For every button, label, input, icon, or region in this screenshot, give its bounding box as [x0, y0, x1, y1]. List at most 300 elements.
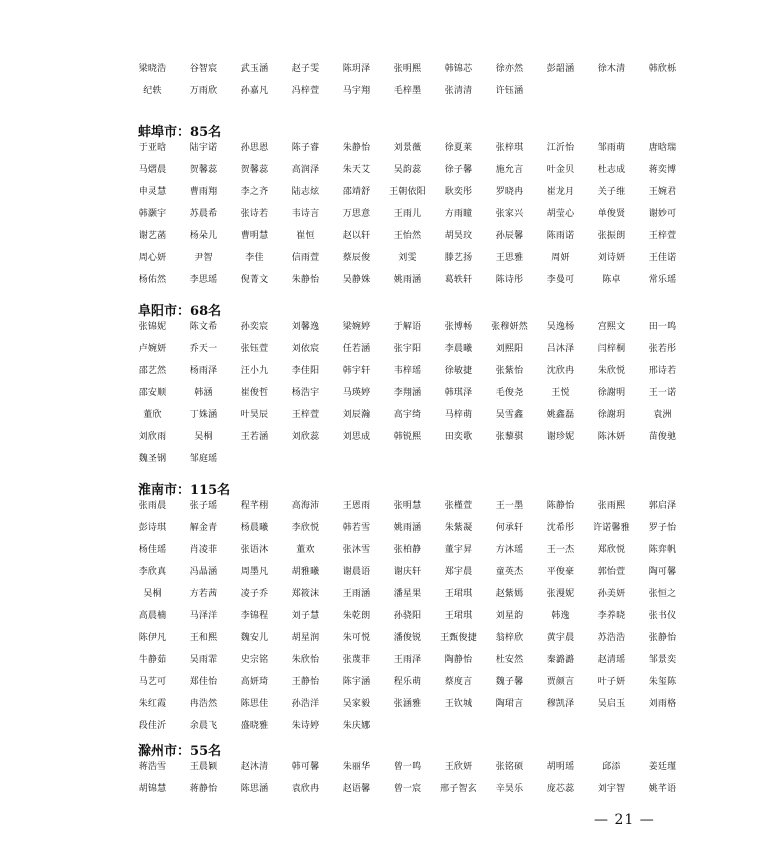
name-cell: 曹雨翔	[189, 186, 218, 197]
name-row	[127, 625, 677, 647]
name-cell: 朱庆娜	[342, 720, 371, 731]
name-cell: 张藜骐	[495, 431, 524, 442]
name-cell: 刘景薇	[393, 142, 422, 153]
name-row	[127, 179, 677, 201]
name-cell: 张涵雅	[393, 698, 422, 709]
name-cell: 张穆妍然	[491, 321, 528, 332]
name-cell: 吴桐	[194, 431, 213, 442]
name-row	[127, 223, 677, 245]
name-cell: 毛俊尧	[495, 387, 524, 398]
name-cell: 陆志炫	[291, 186, 320, 197]
name-cell: 张沐雪	[342, 544, 371, 555]
name-cell: 胡昊玟	[444, 230, 473, 241]
name-cell: 胡雅曦	[291, 566, 320, 577]
name-cell: 平俊豪	[546, 566, 575, 577]
name-cell: 潘星果	[393, 588, 422, 599]
name-cell: 邱添	[602, 761, 621, 772]
name-cell: 张紫怡	[495, 365, 524, 376]
name-cell: 魏安儿	[240, 632, 269, 643]
name-row	[127, 559, 677, 581]
name-cell: 马熠晨	[138, 164, 167, 175]
name-cell: 高妍琦	[240, 676, 269, 687]
name-cell: 朱乾朗	[342, 610, 371, 621]
section-heading: 阜阳市：68名	[138, 304, 222, 319]
name-cell: 韦梓瑶	[393, 365, 422, 376]
name-cell: 彭诗琪	[138, 522, 167, 533]
name-cell: 孙嘉凡	[240, 85, 269, 96]
name-cell: 朱可悦	[342, 632, 371, 643]
name-cell: 王若涵	[240, 431, 269, 442]
name-cell: 叶子妍	[597, 676, 626, 687]
name-cell: 杨浩宇	[291, 387, 320, 398]
name-cell: 万思意	[342, 208, 371, 219]
name-cell: 董欢	[296, 544, 315, 555]
name-row	[127, 245, 677, 267]
name-row	[127, 603, 677, 625]
name-cell: 黄宇晨	[546, 632, 575, 643]
name-cell: 常乐瑶	[648, 274, 677, 285]
name-cell: 谢妙可	[648, 208, 677, 219]
name-cell: 王梓萱	[291, 409, 320, 420]
name-cell: 蒋浩雪	[138, 761, 167, 772]
name-cell: 魏圣钢	[138, 453, 167, 464]
name-cell: 张柏静	[393, 544, 422, 555]
name-cell: 沈希彤	[546, 522, 575, 533]
name-cell: 韩可馨	[291, 761, 320, 772]
name-cell: 张槿萱	[444, 500, 473, 511]
name-cell: 朱紫凝	[444, 522, 473, 533]
name-cell: 张明熙	[393, 63, 422, 74]
name-cell: 王雨儿	[393, 208, 422, 219]
name-cell: 朱诗婷	[291, 720, 320, 731]
name-cell: 高润泽	[291, 164, 320, 175]
name-cell: 赵以轩	[342, 230, 371, 241]
name-cell: 邹庭瑶	[189, 453, 218, 464]
name-row	[127, 402, 672, 424]
name-cell: 何承轩	[495, 522, 524, 533]
name-cell: 庞芯蕊	[546, 783, 575, 794]
name-row	[127, 358, 677, 380]
name-cell: 万雨欣	[189, 85, 218, 96]
section-heading: 滁州市：55名	[138, 744, 222, 759]
name-cell: 牛静茹	[138, 654, 167, 665]
name-row	[127, 78, 647, 100]
name-cell: 韩宇轩	[342, 365, 371, 376]
name-cell: 陈伊凡	[138, 632, 167, 643]
section-heading: 蚌埠市：85名	[138, 125, 222, 140]
name-cell: 苗俊驰	[648, 431, 677, 442]
name-cell: 贺馨蕊	[240, 164, 269, 175]
city-name: 阜阳市	[138, 304, 178, 319]
name-cell: 段佳沂	[138, 720, 167, 731]
name-cell: 郑筱沫	[291, 588, 320, 599]
city-name: 蚌埠市	[138, 125, 178, 140]
name-grid	[127, 135, 677, 289]
name-cell: 张清清	[444, 85, 473, 96]
name-cell: 郭启泽	[648, 500, 677, 511]
name-cell: 王钦城	[444, 698, 473, 709]
name-cell: 胡锦慧	[138, 783, 167, 794]
name-cell: 刘依宸	[291, 343, 320, 354]
name-cell: 冯梓萱	[291, 85, 320, 96]
name-row	[127, 713, 647, 735]
name-row	[127, 201, 677, 223]
name-cell: 韩琪泽	[444, 387, 473, 398]
name-cell: 董宇昇	[444, 544, 473, 555]
name-cell: 施允言	[495, 164, 524, 175]
name-cell: 叶昊辰	[240, 409, 269, 420]
page-number: — 21 —	[594, 812, 655, 828]
name-cell: 李锦程	[240, 610, 269, 621]
name-cell: 周妍	[551, 252, 570, 263]
name-cell: 张语沐	[240, 544, 269, 555]
name-cell: 赵语馨	[342, 783, 371, 794]
name-cell: 陆宇诺	[189, 142, 218, 153]
name-cell: 李曼可	[546, 274, 575, 285]
name-cell: 叶金贝	[546, 164, 575, 175]
name-cell: 张铭硕	[495, 761, 524, 772]
name-cell: 赵紫嫣	[495, 588, 524, 599]
name-cell: 胡莹心	[546, 208, 575, 219]
name-cell: 贺馨蕊	[189, 164, 218, 175]
name-cell: 陈卓	[602, 274, 621, 285]
name-cell: 方若茜	[189, 588, 218, 599]
name-cell: 李晨曦	[444, 343, 473, 354]
name-cell: 邢子智玄	[440, 783, 477, 794]
name-cell: 赵沐清	[240, 761, 269, 772]
name-cell: 程乐萌	[393, 676, 422, 687]
name-cell: 任若涵	[342, 343, 371, 354]
name-cell: 朱静怡	[291, 274, 320, 285]
name-cell: 王雨泽	[393, 654, 422, 665]
name-row	[127, 157, 677, 179]
name-cell: 谢晨语	[342, 566, 371, 577]
name-row	[127, 691, 677, 713]
name-cell: 吴雪鑫	[495, 409, 524, 420]
name-cell: 信雨萱	[291, 252, 320, 263]
name-cell: 肖凌菲	[189, 544, 218, 555]
name-cell: 贾颜言	[546, 676, 575, 687]
name-cell: 杜安然	[495, 654, 524, 665]
name-cell: 徐夏莱	[444, 142, 473, 153]
name-cell: 董欣	[143, 409, 162, 420]
city-count: 85名	[190, 125, 222, 140]
name-cell: 王和熙	[189, 632, 218, 643]
name-cell: 张振朗	[597, 230, 626, 241]
name-cell: 吴逸杨	[546, 321, 575, 332]
name-cell: 刘熙阳	[495, 343, 524, 354]
name-cell: 王婉君	[648, 186, 677, 197]
name-cell: 陈弈帆	[648, 544, 677, 555]
name-cell: 徐謝明	[597, 387, 626, 398]
name-cell: 王珺琪	[444, 610, 473, 621]
name-cell: 罗子怡	[648, 522, 677, 533]
name-cell: 关子维	[597, 186, 626, 197]
name-cell: 杨佑然	[138, 274, 167, 285]
name-cell: 杜志成	[597, 164, 626, 175]
name-cell: 徐木清	[597, 63, 626, 74]
name-cell: 韩锦芯	[444, 63, 473, 74]
name-cell: 张子瑶	[189, 500, 218, 511]
name-cell: 陈沐妍	[597, 431, 626, 442]
name-cell: 高海沛	[291, 500, 320, 511]
name-cell: 胡明瑶	[546, 761, 575, 772]
name-cell: 陈静怡	[546, 500, 575, 511]
name-cell: 尹智	[194, 252, 213, 263]
name-cell: 毛梓墨	[393, 85, 422, 96]
name-row	[127, 267, 677, 289]
name-cell: 宫熙文	[597, 321, 626, 332]
name-row	[127, 56, 677, 78]
name-cell: 苏浩浩	[597, 632, 626, 643]
name-cell: 孙骁阳	[393, 610, 422, 621]
name-cell: 张家兴	[495, 208, 524, 219]
name-cell: 陈文希	[189, 321, 218, 332]
name-row	[127, 647, 677, 669]
name-cell: 袁欣冉	[291, 783, 320, 794]
name-cell: 辛昊乐	[495, 783, 524, 794]
name-cell: 纪轶	[143, 85, 162, 96]
name-cell: 朱玺陈	[648, 676, 677, 687]
name-cell: 刘诗妍	[597, 252, 626, 263]
name-cell: 张静怡	[648, 632, 677, 643]
name-cell: 王梓萱	[648, 230, 677, 241]
name-cell: 韩灏宇	[138, 208, 167, 219]
name-cell: 杨雨泽	[189, 365, 218, 376]
name-cell: 王静怡	[291, 676, 320, 687]
name-cell: 于亚晗	[138, 142, 167, 153]
name-cell: 申灵慧	[138, 186, 167, 197]
name-cell: 崔恒	[296, 230, 315, 241]
name-cell: 李佳	[245, 252, 264, 263]
city-name: 滁州市	[138, 744, 178, 759]
name-cell: 许钰涵	[495, 85, 524, 96]
name-cell: 罗晓冉	[495, 186, 524, 197]
name-cell: 朱红霞	[138, 698, 167, 709]
name-cell: 凌子乔	[240, 588, 269, 599]
name-row	[127, 754, 677, 776]
name-cell: 史宗铭	[240, 654, 269, 665]
section-heading: 淮南市：115名	[138, 483, 231, 498]
name-cell: 陈宇涵	[342, 676, 371, 687]
name-cell: 王思雅	[495, 252, 524, 263]
name-row	[127, 537, 677, 559]
name-cell: 许诺馨雅	[593, 522, 630, 533]
name-cell: 葛轶轩	[444, 274, 473, 285]
name-cell: 曾一鸣	[393, 761, 422, 772]
name-cell: 张诗若	[240, 208, 269, 219]
name-cell: 张若彤	[648, 343, 677, 354]
name-cell: 滕艺扬	[444, 252, 473, 263]
name-row	[127, 446, 647, 468]
name-cell: 李之齐	[240, 186, 269, 197]
name-cell: 杨晨曦	[240, 522, 269, 533]
name-cell: 蔡度言	[444, 676, 473, 687]
name-cell: 姚鑫磊	[546, 409, 575, 420]
name-cell: 王一诺	[648, 387, 677, 398]
name-cell: 陈思涵	[240, 783, 269, 794]
name-cell: 刘欣蕊	[291, 431, 320, 442]
name-cell: 刘子慧	[291, 610, 320, 621]
name-row	[127, 581, 677, 603]
name-cell: 刘思成	[342, 431, 371, 442]
name-grid-top	[127, 56, 677, 100]
name-cell: 崔龙月	[546, 186, 575, 197]
name-cell: 单俊贤	[597, 208, 626, 219]
name-cell: 朱丽华	[342, 761, 371, 772]
city-count: 115名	[190, 483, 231, 498]
name-cell: 郭怡萱	[597, 566, 626, 577]
name-cell: 朱静怡	[342, 142, 371, 153]
name-cell: 王欣妍	[444, 761, 473, 772]
name-cell: 余晨飞	[189, 720, 218, 731]
name-cell: 冯晶涵	[189, 566, 218, 577]
name-cell: 武玉涵	[240, 63, 269, 74]
name-cell: 翁梓欣	[495, 632, 524, 643]
city-name: 淮南市	[138, 483, 178, 498]
name-cell: 韩若雪	[342, 522, 371, 533]
name-row	[127, 135, 677, 157]
name-cell: 张书仪	[648, 610, 677, 621]
name-cell: 张博畅	[444, 321, 473, 332]
name-cell: 吴静姝	[342, 274, 371, 285]
name-cell: 郑宇晨	[444, 566, 473, 577]
name-cell: 陈雨诺	[546, 230, 575, 241]
name-cell: 周墨凡	[240, 566, 269, 577]
name-cell: 倪菁文	[240, 274, 269, 285]
name-cell: 邢诗若	[648, 365, 677, 376]
name-cell: 潘俊锐	[393, 632, 422, 643]
name-cell: 苏晨希	[189, 208, 218, 219]
name-cell: 李佳阳	[291, 365, 320, 376]
name-cell: 姚雨涵	[393, 522, 422, 533]
name-row	[127, 380, 677, 402]
name-cell: 马泽洋	[189, 610, 218, 621]
name-cell: 张钰萱	[240, 343, 269, 354]
name-cell: 徐謝玥	[597, 409, 626, 420]
name-cell: 唐晗瑞	[648, 142, 677, 153]
name-cell: 程芊栩	[240, 500, 269, 511]
name-cell: 丁姝涵	[189, 409, 218, 420]
name-cell: 吴雨霏	[189, 654, 218, 665]
name-cell: 王佳诺	[648, 252, 677, 263]
name-cell: 梁婉婷	[342, 321, 371, 332]
name-cell: 马瑛婷	[342, 387, 371, 398]
name-cell: 朱欣悦	[597, 365, 626, 376]
name-cell: 张明慧	[393, 500, 422, 511]
name-cell: 郑欣悦	[597, 544, 626, 555]
name-cell: 孙美妍	[597, 588, 626, 599]
name-cell: 胡星润	[291, 632, 320, 643]
name-row	[127, 314, 677, 336]
name-cell: 张雨熙	[597, 500, 626, 511]
name-cell: 邹景奕	[648, 654, 677, 665]
name-cell: 张锦妮	[138, 321, 167, 332]
name-cell: 于解语	[393, 321, 422, 332]
name-cell: 秦潞潞	[546, 654, 575, 665]
name-cell: 陶静怡	[444, 654, 473, 665]
name-cell: 汪小九	[240, 365, 269, 376]
name-cell: 张恒之	[648, 588, 677, 599]
name-cell: 童英杰	[495, 566, 524, 577]
name-cell: 彭韶涵	[546, 63, 575, 74]
name-row	[127, 669, 677, 691]
name-cell: 邵靖舒	[342, 186, 371, 197]
name-cell: 邵安顺	[138, 387, 167, 398]
name-cell: 杨朵儿	[189, 230, 218, 241]
name-cell: 王怡然	[393, 230, 422, 241]
name-cell: 陈子睿	[291, 142, 320, 153]
name-cell: 韩欣栎	[648, 63, 677, 74]
name-cell: 朱欣怡	[291, 654, 320, 665]
name-cell: 王恩雨	[342, 500, 371, 511]
name-cell: 姜廷瑾	[648, 761, 677, 772]
name-cell: 梁晓浩	[138, 63, 167, 74]
name-cell: 徐子馨	[444, 164, 473, 175]
name-cell: 孙思恩	[240, 142, 269, 153]
name-cell: 吴桐	[143, 588, 162, 599]
name-cell: 王珺琪	[444, 588, 473, 599]
name-cell: 赵子雯	[291, 63, 320, 74]
name-cell: 朱天艾	[342, 164, 371, 175]
name-cell: 蒋奕博	[648, 164, 677, 175]
name-cell: 吕沐泽	[546, 343, 575, 354]
name-cell: 蒋静怡	[189, 783, 218, 794]
name-cell: 陈玥泽	[342, 63, 371, 74]
name-cell: 王晨颖	[189, 761, 218, 772]
name-cell: 高晨楠	[138, 610, 167, 621]
name-cell: 田奕歌	[444, 431, 473, 442]
name-cell: 高宇绮	[393, 409, 422, 420]
name-cell: 谢庆轩	[393, 566, 422, 577]
name-cell: 耿奕彤	[444, 186, 473, 197]
name-cell: 乔天一	[189, 343, 218, 354]
name-cell: 徐亦然	[495, 63, 524, 74]
name-cell: 陈思佳	[240, 698, 269, 709]
name-cell: 谢艺菡	[138, 230, 167, 241]
name-cell: 方沐瑶	[495, 544, 524, 555]
name-cell: 崔俊哲	[240, 387, 269, 398]
name-cell: 郑佳怡	[189, 676, 218, 687]
name-cell: 袁洲	[653, 409, 672, 420]
name-cell: 王甄俊捷	[440, 632, 477, 643]
name-cell: 江沂怡	[546, 142, 575, 153]
name-row	[127, 493, 677, 515]
name-cell: 孙浩洋	[291, 698, 320, 709]
name-cell: 李养晓	[597, 610, 626, 621]
name-cell: 曾一宸	[393, 783, 422, 794]
name-cell: 邹雨萌	[597, 142, 626, 153]
name-cell: 田一鸣	[648, 321, 677, 332]
name-cell: 刘雯	[398, 252, 417, 263]
name-cell: 马艺可	[138, 676, 167, 687]
name-row	[127, 336, 677, 358]
name-cell: 周心妍	[138, 252, 167, 263]
name-cell: 韦诗言	[291, 208, 320, 219]
name-cell: 沈欣冉	[546, 365, 575, 376]
name-grid	[127, 314, 677, 468]
name-cell: 王一墨	[495, 500, 524, 511]
name-cell: 邵艺然	[138, 365, 167, 376]
name-cell: 刘宇智	[597, 783, 626, 794]
name-cell: 李欣悦	[291, 522, 320, 533]
name-cell: 闫梓桐	[597, 343, 626, 354]
name-grid	[127, 754, 677, 798]
name-cell: 韩锐熙	[393, 431, 422, 442]
name-cell: 韩涵	[194, 387, 213, 398]
name-cell: 谢珍妮	[546, 431, 575, 442]
name-cell: 蔡辰俊	[342, 252, 371, 263]
